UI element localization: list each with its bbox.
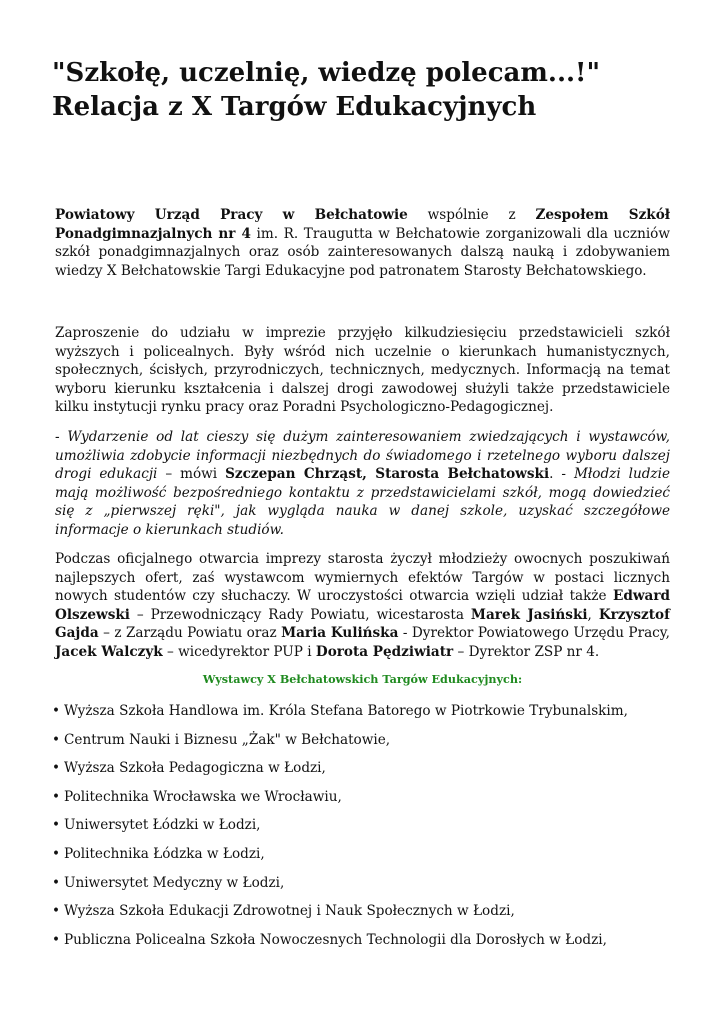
bullet-icon: •	[52, 760, 61, 777]
bullet-icon: •	[52, 874, 61, 891]
intro-paragraph	[55, 206, 670, 280]
opening-text: – Przewodniczący Rady Powiatu, wicestarosta	[129, 606, 471, 623]
list-item	[52, 788, 692, 817]
list-item	[52, 845, 692, 874]
intro-text: wspólnie z	[407, 207, 536, 223]
school-name: Zespołem Szkół Ponadgimnazjalnych nr 4	[55, 207, 671, 242]
person-name: Dorota Pędziwiatr	[315, 643, 454, 660]
list-item-label: Wyższa Szkoła Pedagogiczna w Łodzi,	[64, 760, 326, 777]
person-name: Edward Olszewski	[55, 588, 670, 623]
list-item-label: Publiczna Policealna Szkoła Nowoczesnych Technologii dla Dorosłych w Łodzi,	[64, 931, 607, 948]
list-item	[52, 902, 692, 931]
bullet-icon: •	[52, 703, 61, 719]
participants-paragraph: Zaproszenie do udziału w imprezie przyjęło kilkudziesięciu przedstawicieli szkół wyższych i policealnych. Były wśród nich uczelnie o kierunkach humanistycznych, społecznych, ścisłych, przyrodniczych, technicznych, medycznych. Informacją na temat wyboru kierunku kształcenia i dalszej drogi zawodowej służyli także przedstawiciele kilku instytucji rynku pracy oraz Poradni Psychologiczno-Pedagogicznej.	[55, 325, 670, 416]
list-item	[52, 759, 692, 788]
bullet-icon: •	[52, 788, 61, 805]
list-item-label: Politechnika Łódzka w Łodzi,	[64, 845, 265, 862]
list-item	[52, 816, 692, 845]
list-item-label: Wyższa Szkoła Edukacji Zdrowotnej i Nauk Społecznych w Łodzi,	[64, 903, 515, 920]
person-name: Krzysztof Gajda	[55, 606, 670, 642]
exhibitors-heading: Wystawcy X Bełchatowskich Targów Edukacyjnych:	[202, 672, 523, 686]
bullet-icon: •	[52, 817, 61, 834]
list-item-label: Wyższa Szkoła Handlowa im. Króla Stefana Batorego w Piotrkowie Trybunalskim,	[64, 703, 628, 719]
opening-text: Podczas oficjalnego otwarcia imprezy starosta życzył młodzieży owocnych poszukiwań najlepszych ofert, zaś wystawcom wymiernych efektów Targów w postaci licznych nowych studentów czy słuchaczy. W uroczystości otwarcia wzięli udział także	[55, 551, 670, 605]
list-item	[52, 702, 692, 731]
list-item	[52, 931, 692, 960]
quote-text-2: Młodzi ludzie mają możliwość bezpośredniego kontaktu z przedstawicielami szkół, mogą dowiedzieć się z „pierwszej ręki", jak wygląda nauka w danej szkole, uzyskać szczegółowe informacje o kierunkach studiów.	[55, 466, 670, 538]
person-name: Marek Jasiński	[470, 606, 588, 623]
person-name: Maria Kulińska	[281, 625, 399, 642]
quote-speaker: Szczepan Chrząst, Starosta Bełchatowski	[225, 466, 550, 483]
opening-paragraph	[55, 550, 670, 662]
opening-text: – wicedyrektor PUP i	[162, 643, 316, 660]
exhibitors-list	[52, 702, 692, 959]
list-item-label: Politechnika Wrocławska we Wrocławiu,	[64, 788, 342, 805]
list-item	[52, 874, 692, 903]
bullet-icon: •	[52, 931, 61, 948]
bullet-icon: •	[52, 731, 61, 748]
bullet-icon: •	[52, 845, 61, 862]
opening-text: – z Zarządu Powiatu oraz	[98, 625, 282, 642]
opening-text: ,	[587, 606, 599, 623]
list-item-label: Centrum Nauki i Biznesu „Żak" w Bełchatowie,	[64, 731, 391, 748]
intro-text-rest: im. R. Traugutta w Bełchatowie zorganizowali dla uczniów szkół ponadgimnazjalnych oraz osób zainteresowanych dalszą nauką i zdobywaniem wiedzy X Bełchatowskie Targi Edukacyjne pod patronatem Starosty Bełchatowskiego.	[55, 225, 670, 279]
quote-connector: – mówi	[157, 466, 226, 483]
opening-text: - Dyrektor Powiatowego Urzędu Pracy,	[398, 625, 670, 642]
list-item-label: Uniwersytet Łódzki w Łodzi,	[64, 817, 261, 834]
organizer-name: Powiatowy Urząd Pracy w Bełchatowie	[55, 207, 408, 223]
quote-separator: . -	[549, 466, 574, 483]
bullet-icon: •	[52, 903, 61, 920]
list-item-label: Uniwersytet Medyczny w Łodzi,	[64, 874, 285, 891]
quote-paragraph	[55, 428, 670, 540]
quote-text-1: - Wydarzenie od lat cieszy się dużym zainteresowaniem zwiedzających i wystawców, umożliwia zdobycie informacji niezbędnych do świadomego i rzetelnego wyboru dalszej drogi edukacji	[55, 429, 670, 483]
opening-text: – Dyrektor ZSP nr 4.	[453, 643, 600, 660]
list-item	[52, 731, 692, 760]
article-title: "Szkołę, uczelnię, wiedzę polecam...!" Relacja z X Targów Edukacyjnych	[52, 58, 601, 122]
person-name: Jacek Walczyk	[55, 643, 163, 660]
